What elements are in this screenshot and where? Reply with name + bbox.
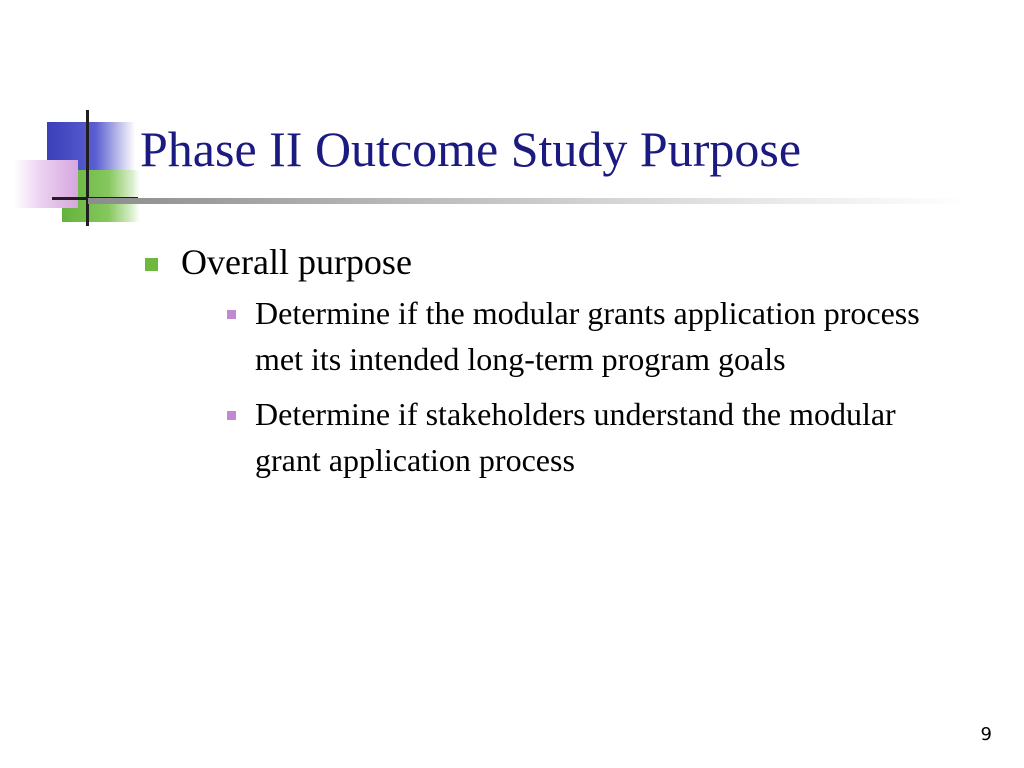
sub-bullet-item (227, 290, 955, 382)
bullet-text: Overall purpose (181, 242, 412, 282)
logo-pink-square (14, 160, 78, 208)
square-bullet-icon (145, 258, 158, 271)
sub-bullet-list (145, 290, 965, 483)
sub-bullet-item (227, 391, 955, 483)
decorative-logo (0, 0, 160, 240)
sub-bullet-text: Determine if the modular grants application process met its intended long-term program goals (255, 295, 920, 377)
title-underline (88, 198, 968, 204)
square-bullet-icon (227, 310, 236, 319)
square-bullet-icon (227, 411, 236, 420)
bullet-item (145, 238, 965, 286)
logo-vertical-line (86, 110, 89, 226)
sub-bullet-text: Determine if stakeholders understand the modular grant application process (255, 396, 896, 478)
slide-body (145, 238, 965, 492)
page-number: 9 (980, 724, 992, 745)
slide-title: Phase II Outcome Study Purpose (140, 121, 802, 177)
